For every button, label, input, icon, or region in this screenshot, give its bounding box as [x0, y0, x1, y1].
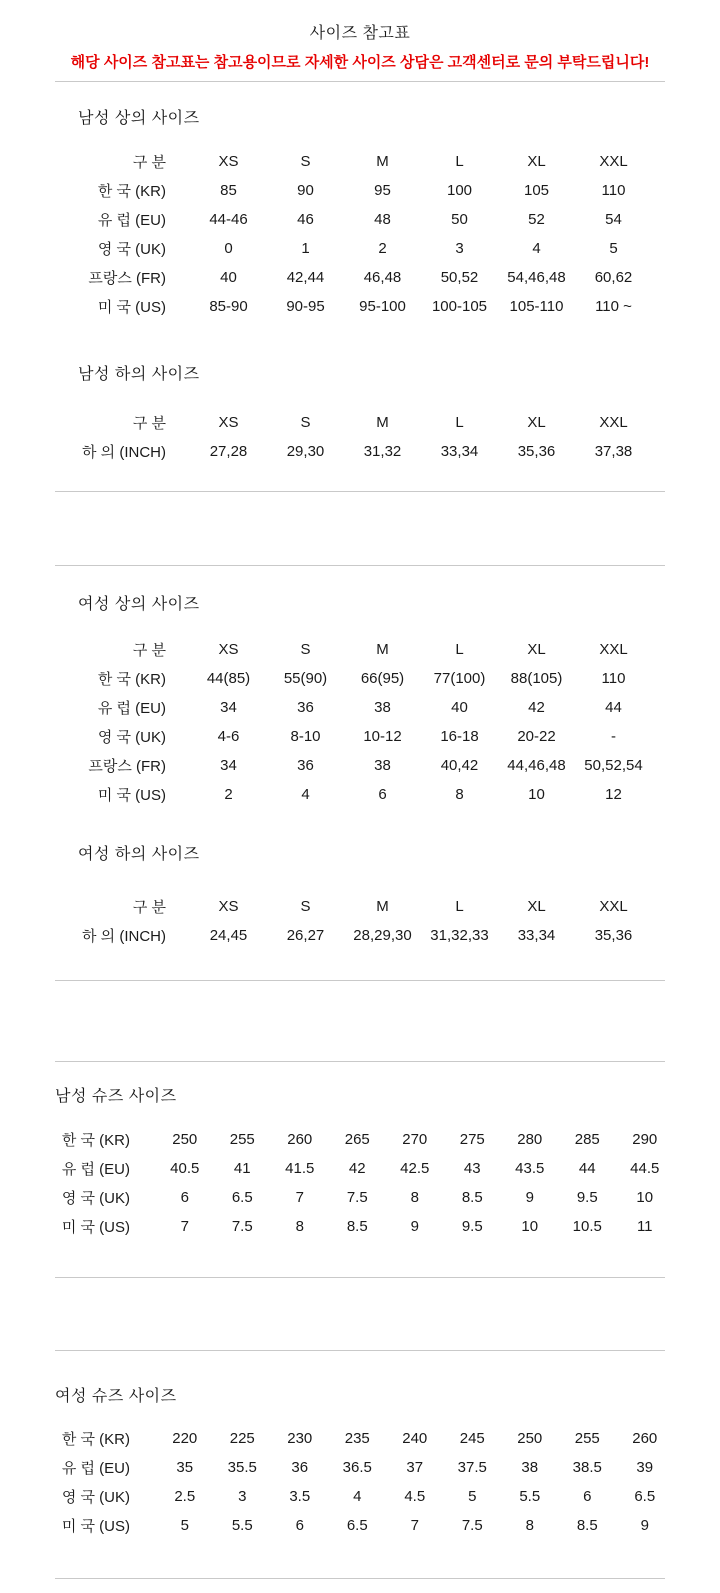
size-value: 44-46	[209, 211, 248, 228]
table-row	[0, 664, 652, 693]
size-value: 46	[297, 211, 314, 228]
col-header: M	[376, 414, 389, 431]
size-value: 4	[532, 240, 541, 257]
table-row	[0, 234, 652, 263]
table-row	[0, 921, 652, 950]
size-value: 31,32	[363, 443, 402, 460]
size-value: 2.5	[174, 1488, 196, 1505]
size-value: 37,38	[594, 443, 633, 460]
section-heading-mens-bottoms: 남성 하의 사이즈	[78, 366, 200, 383]
table-row	[0, 176, 652, 205]
section-divider	[55, 81, 665, 82]
size-value: 245	[459, 1430, 485, 1447]
section-divider	[55, 1350, 665, 1351]
size-value: 35.5	[227, 1459, 257, 1476]
size-value: 48	[374, 211, 391, 228]
col-header: XS	[218, 153, 239, 170]
size-value: 105-110	[509, 298, 564, 315]
table-row	[0, 780, 652, 809]
size-value: 35	[176, 1459, 194, 1476]
col-header: S	[300, 153, 311, 170]
size-value: 2	[224, 786, 233, 803]
size-value: 38	[374, 757, 391, 774]
size-value: 44.5	[630, 1160, 660, 1177]
table-row	[0, 292, 652, 321]
col-header: L	[455, 898, 464, 915]
size-value: 9	[410, 1218, 419, 1235]
section-heading-womens-shoes: 여성 슈즈 사이즈	[55, 1388, 177, 1405]
section-divider	[55, 565, 665, 566]
row-label: 유 럽 (EU)	[61, 1460, 130, 1477]
size-value: 8	[410, 1189, 419, 1206]
size-value: 37.5	[457, 1459, 487, 1476]
size-value: 270	[402, 1131, 428, 1148]
col-header: M	[376, 641, 389, 658]
size-value: 260	[287, 1131, 313, 1148]
size-value: 28,29,30	[353, 927, 412, 944]
table-row	[0, 147, 652, 176]
size-value: 220	[172, 1430, 198, 1447]
size-value: 90	[297, 182, 314, 199]
row-label: 영 국 (UK)	[61, 1489, 130, 1506]
mens-shoes-size-table	[0, 1125, 674, 1241]
size-value: 8-10	[290, 728, 321, 745]
size-value: 38.5	[572, 1459, 602, 1476]
section-heading-mens-tops: 남성 상의 사이즈	[78, 110, 200, 127]
size-value: 95	[374, 182, 391, 199]
size-value: 8	[455, 786, 464, 803]
size-value: 36	[297, 699, 314, 716]
size-value: 46,48	[363, 269, 402, 286]
table-row	[0, 1511, 674, 1540]
size-value: 7	[180, 1218, 189, 1235]
size-value: 43	[463, 1160, 481, 1177]
size-value: 85	[220, 182, 237, 199]
size-value: 5	[609, 240, 618, 257]
row-label: 유 럽 (EU)	[61, 1161, 130, 1178]
womens-tops-size-table	[0, 635, 652, 809]
col-header: XXL	[599, 153, 628, 170]
womens-bottoms-size-table	[0, 892, 652, 950]
table-row	[0, 892, 652, 921]
size-value: 50	[451, 211, 468, 228]
size-value: 255	[574, 1430, 600, 1447]
size-value: 42.5	[400, 1160, 430, 1177]
size-value: 2	[378, 240, 387, 257]
size-value: 7.5	[461, 1517, 483, 1534]
table-row	[0, 722, 652, 751]
size-value: 40,42	[440, 757, 479, 774]
size-value: 6.5	[634, 1488, 656, 1505]
size-value: 100	[446, 182, 473, 199]
womens-shoes-size-table	[0, 1424, 674, 1540]
row-label: 한 국 (KR)	[61, 1132, 130, 1149]
size-value: 29,30	[286, 443, 325, 460]
row-label: 미 국 (US)	[97, 299, 166, 316]
col-header-label: 구 분	[132, 415, 166, 432]
table-row	[0, 1212, 674, 1241]
table-row	[0, 1482, 674, 1511]
size-value: 40	[220, 269, 237, 286]
size-value: 250	[172, 1131, 198, 1148]
size-value: 275	[459, 1131, 485, 1148]
row-label: 영 국 (UK)	[97, 729, 166, 746]
size-value: 4	[353, 1488, 362, 1505]
col-header: XS	[218, 898, 239, 915]
size-value: 50,52	[440, 269, 479, 286]
size-value: 31,32,33	[430, 927, 489, 944]
size-value: 40.5	[170, 1160, 200, 1177]
size-value: 4	[301, 786, 310, 803]
size-value: 8	[525, 1517, 534, 1534]
size-value: 9.5	[576, 1189, 598, 1206]
size-value: 66(95)	[360, 670, 405, 687]
size-value: 5.5	[231, 1517, 253, 1534]
size-value: 34	[220, 757, 237, 774]
size-value: 16-18	[440, 728, 479, 745]
col-header: M	[376, 153, 389, 170]
size-value: 8	[295, 1218, 304, 1235]
size-value: 110	[601, 182, 626, 199]
size-value: 41.5	[285, 1160, 315, 1177]
row-label: 영 국 (UK)	[97, 241, 166, 258]
size-value: 110 ~	[595, 298, 632, 315]
col-header: XL	[527, 153, 546, 170]
size-value: 285	[574, 1131, 600, 1148]
size-value: 34	[220, 699, 237, 716]
col-header: XXL	[599, 414, 628, 431]
table-row	[0, 1453, 674, 1482]
size-value: 6.5	[231, 1189, 253, 1206]
size-value: 10	[636, 1189, 654, 1206]
size-value: 36	[291, 1459, 309, 1476]
size-value: 85-90	[209, 298, 248, 315]
size-value: 225	[229, 1430, 255, 1447]
size-value: 8.5	[346, 1218, 368, 1235]
section-divider	[55, 1277, 665, 1278]
size-value: 42	[528, 699, 545, 716]
size-value: 35,36	[594, 927, 633, 944]
size-value: 10	[528, 786, 545, 803]
size-value: 9	[640, 1517, 649, 1534]
table-row	[0, 263, 652, 292]
col-header: XL	[527, 414, 546, 431]
table-row	[0, 437, 652, 466]
size-value: 240	[402, 1430, 428, 1447]
size-value: 280	[517, 1131, 543, 1148]
section-divider	[55, 1061, 665, 1062]
col-header: XS	[218, 414, 239, 431]
size-value: 1	[301, 240, 310, 257]
size-value: 5	[468, 1488, 477, 1505]
table-row	[0, 1125, 674, 1154]
size-value: 11	[636, 1218, 653, 1235]
section-heading-womens-bottoms: 여성 하의 사이즈	[78, 846, 200, 863]
section-heading-mens-shoes: 남성 슈즈 사이즈	[55, 1088, 177, 1105]
col-header: XXL	[599, 641, 628, 658]
size-value: 60,62	[594, 269, 633, 286]
size-value: 20-22	[517, 728, 556, 745]
size-value: 6	[180, 1189, 189, 1206]
col-header: XS	[218, 641, 239, 658]
size-value: 105	[523, 182, 550, 199]
col-header-label: 구 분	[132, 154, 166, 171]
size-value: 36.5	[342, 1459, 372, 1476]
size-value: 24,45	[209, 927, 248, 944]
size-value: 44	[578, 1160, 596, 1177]
size-value: 10-12	[363, 728, 402, 745]
mens-tops-size-table	[0, 147, 652, 321]
size-value: 40	[451, 699, 468, 716]
col-header: S	[300, 898, 311, 915]
size-value: 95-100	[359, 298, 406, 315]
size-value: 33,34	[517, 927, 556, 944]
row-label: 미 국 (US)	[61, 1518, 130, 1535]
col-header-label: 구 분	[132, 899, 166, 916]
row-label: 유 럽 (EU)	[97, 700, 166, 717]
size-value: 110	[601, 670, 626, 687]
size-value: 255	[229, 1131, 255, 1148]
table-row	[0, 1154, 674, 1183]
section-divider	[55, 491, 665, 492]
size-value: 44(85)	[206, 670, 251, 687]
row-label: 유 럽 (EU)	[97, 212, 166, 229]
size-value: 27,28	[209, 443, 248, 460]
size-value: 7	[410, 1517, 419, 1534]
row-label: 영 국 (UK)	[61, 1190, 130, 1207]
table-row	[0, 1424, 674, 1453]
size-value: 260	[632, 1430, 658, 1447]
size-value: 4.5	[404, 1488, 426, 1505]
size-value: 36	[297, 757, 314, 774]
size-value: 8.5	[461, 1189, 483, 1206]
size-value: 38	[374, 699, 391, 716]
notice-text: 해당 사이즈 참고표는 참고용이므로 자세한 사이즈 상담은 고객센터로 문의 부탁드립니다!	[70, 54, 650, 71]
size-value: 90-95	[286, 298, 325, 315]
size-value: 6	[583, 1488, 592, 1505]
row-label: 하 의 (INCH)	[82, 928, 166, 945]
size-value: 55(90)	[283, 670, 328, 687]
size-value: 54	[605, 211, 622, 228]
size-value: 290	[632, 1131, 658, 1148]
row-label: 미 국 (US)	[97, 787, 166, 804]
size-value: 6	[295, 1517, 304, 1534]
table-row	[0, 751, 652, 780]
size-value: 3	[238, 1488, 247, 1505]
col-header: XL	[527, 898, 546, 915]
size-value: 42	[348, 1160, 366, 1177]
page-title: 사이즈 참고표	[309, 25, 411, 42]
size-value: 265	[344, 1131, 370, 1148]
row-label: 프랑스 (FR)	[88, 758, 166, 775]
section-divider	[55, 1578, 665, 1579]
size-value: 8.5	[576, 1517, 598, 1534]
section-divider	[55, 980, 665, 981]
size-value: 5.5	[519, 1488, 541, 1505]
col-header-label: 구 분	[132, 642, 166, 659]
size-value: 52	[528, 211, 545, 228]
col-header: XXL	[599, 898, 628, 915]
size-value: 42,44	[286, 269, 325, 286]
col-header: XL	[527, 641, 546, 658]
size-value: 38	[521, 1459, 539, 1476]
row-label: 한 국 (KR)	[97, 183, 166, 200]
size-value: 3.5	[289, 1488, 311, 1505]
size-value: 0	[224, 240, 233, 257]
size-value: 9	[525, 1189, 534, 1206]
row-label: 한 국 (KR)	[97, 671, 166, 688]
table-row	[0, 205, 652, 234]
mens-bottoms-size-table	[0, 408, 652, 466]
table-row	[0, 1183, 674, 1212]
col-header: L	[455, 414, 464, 431]
size-value: 9.5	[461, 1218, 483, 1235]
row-label: 프랑스 (FR)	[88, 270, 166, 287]
size-value: 3	[455, 240, 464, 257]
col-header: L	[455, 641, 464, 658]
row-label: 하 의 (INCH)	[82, 444, 166, 461]
size-value: 43.5	[515, 1160, 545, 1177]
col-header: S	[300, 641, 311, 658]
size-value: 26,27	[286, 927, 325, 944]
size-value: 6	[378, 786, 387, 803]
size-value: 230	[287, 1430, 313, 1447]
size-value: 33,34	[440, 443, 479, 460]
size-value: 35,36	[517, 443, 556, 460]
col-header: M	[376, 898, 389, 915]
table-row	[0, 635, 652, 664]
size-value: 77(100)	[433, 670, 486, 687]
size-value: 50,52,54	[584, 757, 643, 774]
col-header: L	[455, 153, 464, 170]
size-value: 235	[344, 1430, 370, 1447]
size-value: 88(105)	[510, 670, 563, 687]
size-value: 10.5	[572, 1218, 602, 1235]
table-row	[0, 693, 652, 722]
size-value: 7.5	[231, 1218, 253, 1235]
size-value: 5	[180, 1517, 189, 1534]
size-value: 37	[406, 1459, 424, 1476]
size-value: 39	[636, 1459, 654, 1476]
size-value: 44,46,48	[507, 757, 566, 774]
size-value: 12	[605, 786, 622, 803]
size-value: 54,46,48	[507, 269, 566, 286]
size-value: 6.5	[346, 1517, 368, 1534]
row-label: 미 국 (US)	[61, 1219, 130, 1236]
size-value: 10	[521, 1218, 539, 1235]
section-heading-womens-tops: 여성 상의 사이즈	[78, 596, 200, 613]
row-label: 한 국 (KR)	[61, 1431, 130, 1448]
size-value: 250	[517, 1430, 543, 1447]
size-value: 4-6	[217, 728, 240, 745]
size-value: 44	[605, 699, 622, 716]
size-value: 41	[233, 1160, 251, 1177]
size-value: 7.5	[346, 1189, 368, 1206]
size-value: 7	[295, 1189, 304, 1206]
size-value: -	[611, 728, 616, 745]
size-value: 100-105	[431, 298, 488, 315]
table-row	[0, 408, 652, 437]
col-header: S	[300, 414, 311, 431]
